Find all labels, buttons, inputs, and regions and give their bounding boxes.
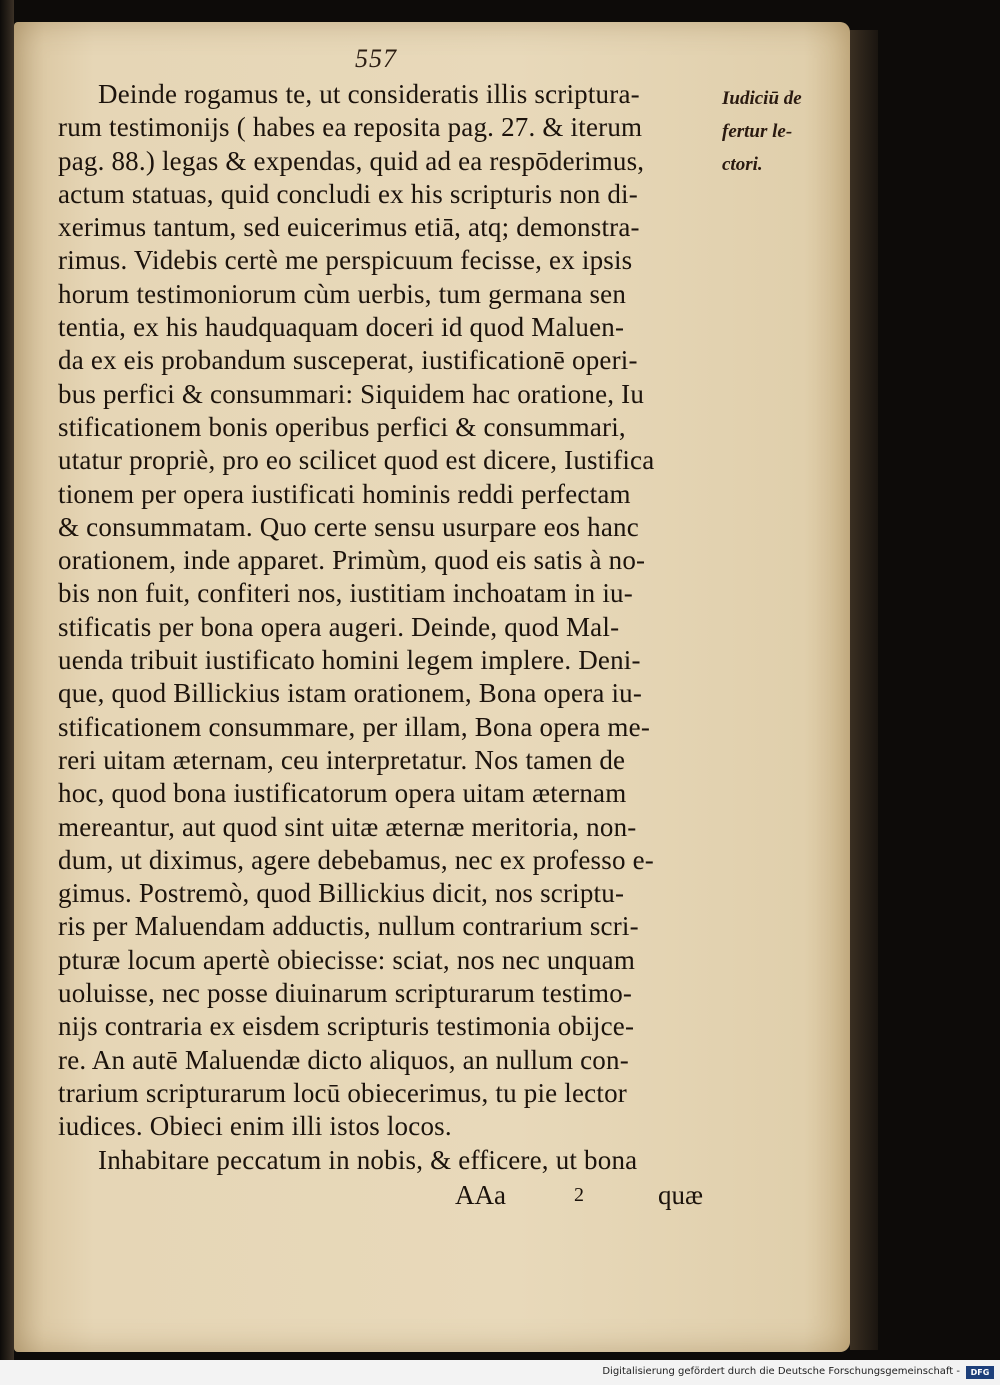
text-line: ris per Maluendam adductis, nullum contrarium scri- [58, 911, 639, 942]
text-line: actum statuas, quid concludi ex his scripturis non di- [58, 178, 638, 209]
text-line: tentia, ex his haudquaquam doceri id quod Maluen- [58, 312, 625, 343]
right-page-edge [850, 30, 878, 1350]
footer-bar [0, 1362, 1000, 1385]
signature-number: 2 [574, 1184, 584, 1206]
text-line: pag. 88.) legas & expendas, quid ad ea respōderimus, [58, 145, 645, 176]
text-line: mereantur, aut quod sint uitæ æternæ meritoria, non- [58, 811, 637, 842]
text-line: stificatis per bona opera augeri. Deinde, quod Mal- [58, 611, 620, 642]
text-line: que, quod Billickius istam orationem, Bona opera iu- [58, 678, 643, 709]
body-text [58, 78, 728, 1177]
text-line: & consummatam. Quo certe sensu usurpare eos hanc [58, 511, 639, 542]
text-line: bus perfici & consummari: Siquidem hac oratione, Iu [58, 378, 645, 409]
text-line: stificationem consummare, per illam, Bona opera me- [58, 711, 651, 742]
text-line: tionem per opera iustificati hominis reddi perfectam [58, 478, 631, 509]
text-line: rum testimonijs ( habes ea reposita pag. 27. & iterum [58, 112, 643, 143]
text-line: rimus. Videbis certè me perspicuum fecisse, ex ipsis [58, 245, 633, 276]
text-line: gimus. Postremò, quod Billickius dicit, nos scriptu- [58, 878, 625, 909]
text-line: trarium scripturarum locū obiecerimus, tu pie lector [58, 1077, 627, 1108]
text-line: orationem, inde apparet. Primùm, quod eis satis à no- [58, 545, 646, 576]
left-binding-edge [0, 0, 14, 1360]
text-line: reri uitam æternam, ceu interpretatur. Nos tamen de [58, 744, 626, 775]
text-line: pturæ locum apertè obiecisse: sciat, nos nec unquam [58, 944, 636, 975]
marginal-note-line: ctori. [722, 154, 763, 175]
catchword: quæ [658, 1180, 704, 1210]
text-line: hoc, quod bona iustificatorum opera uitam æternam [58, 778, 627, 809]
signature-mark: AAa [455, 1180, 506, 1210]
signature-line [0, 1180, 850, 1220]
text-line: utatur propriè, pro eo scilicet quod est dicere, Iustifica [58, 445, 655, 476]
text-line: Inhabitare peccatum in nobis, & efficere, ut bona [98, 1144, 638, 1175]
marginal-note [722, 82, 842, 181]
text-line: bis non fuit, confiteri nos, iustitiam inchoatam in iu- [58, 578, 633, 609]
marginal-note-line: Iudiciū de [722, 88, 802, 109]
text-line: re. An autē Maluendæ dicto aliquos, an nullum con- [58, 1044, 629, 1075]
text-line: nijs contraria ex eisdem scripturis testimonia obijce- [58, 1011, 635, 1042]
marginal-note-line: fertur le- [722, 121, 793, 142]
text-line: uenda tribuit iustificato homini legem implere. Deni- [58, 645, 641, 676]
text-line: uoluisse, nec posse diuinarum scripturarum testimo- [58, 978, 633, 1009]
text-line: stificationem bonis operibus perfici & consummari, [58, 411, 626, 442]
page-number: 557 [355, 44, 397, 73]
text-line: horum testimoniorum cùm uerbis, tum germana sen [58, 278, 627, 309]
text-line: iudices. Obieci enim illi istos locos. [58, 1111, 452, 1142]
dfg-logo-icon: DFG [966, 1366, 994, 1379]
funding-credit: Digitalisierung gefördert durch die Deutsche Forschungsgemeinschaft - [602, 1366, 960, 1377]
text-line: da ex eis probandum susceperat, iustificationē operi- [58, 345, 638, 376]
text-line: xerimus tantum, sed euicerimus etiā, atq; demonstra- [58, 212, 640, 243]
text-line: Deinde rogamus te, ut consideratis illis scriptura- [98, 79, 640, 109]
text-line: dum, ut diximus, agere debebamus, nec ex professo e- [58, 844, 654, 875]
